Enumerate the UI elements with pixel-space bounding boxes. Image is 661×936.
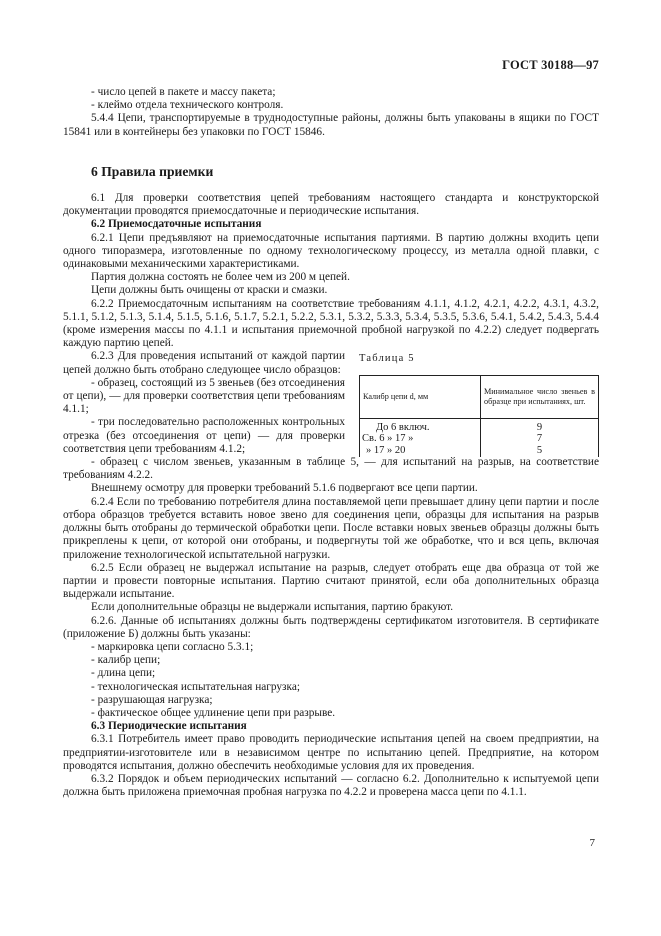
- list-item: - фактическое общее удлинение цепи при разрыве.: [91, 706, 336, 719]
- paragraph-6-2-4: 6.2.4 Если по требованию потребителя длина поставляемой цепи превышает длину цепи партии и после отбора образцов требуется вставить новое звено для соединения цепи, образцы для испытания на разрыв должны быть отобраны до термической обработки цепи. После вставки новых звеньев образцы должны быть прикреплены к цепи, от которой они отобраны, и подвергнуты той же обработке, что и вся цепь, включая приложение технологической испытательной нагрузки.: [63, 495, 599, 561]
- table-header-count: Минимальное число звеньев в образце при испытаниях, шт.: [481, 375, 599, 418]
- caliber-value: » 17 » 20: [366, 445, 406, 457]
- table-header-caliber: Калибр цепи d, мм: [360, 375, 481, 418]
- paragraph-6-3-1: 6.3.1 Потребитель имеет право проводить периодические испытания цепей на своем предприятии, на предприятии-изготовителе или в независимом центре по испытанию цепей. Предприятие, на котором проводятся испытания, должно обеспечить необходимые условия для их проведения.: [63, 733, 599, 772]
- table-caption: Таблица 5: [359, 353, 415, 365]
- table-row: [360, 433, 599, 445]
- table-cell-caliber: [360, 445, 481, 457]
- table-row: [360, 418, 599, 433]
- text-column: [63, 350, 345, 456]
- table-cell-count: 7: [481, 433, 599, 445]
- wrap-zone-6-2-3: [63, 350, 599, 456]
- paragraph-6-2-3: 6.2.3 Для проведения испытаний от каждой партии цепей должно быть отобрано следующее число образцов:: [63, 350, 345, 376]
- table-cell-count: 5: [481, 445, 599, 457]
- table-cell-caliber: [360, 433, 481, 445]
- list-item: - число цепей в пакете и массу пакета;: [91, 86, 276, 98]
- standard-header: ГОСТ 30188—97: [502, 58, 599, 72]
- paragraph-6-2-5-reject: Если дополнительные образцы не выдержали испытания, партию бракуют.: [91, 601, 454, 614]
- list-item: - разрушающая нагрузка;: [91, 693, 213, 706]
- list-item: - длина цепи;: [91, 667, 156, 680]
- paragraph-6-2-1-lot: Партия должна состоять не более чем из 200 м цепей.: [91, 271, 350, 284]
- paragraph-6-2-5: 6.2.5 Если образец не выдержал испытание на разрыв, следует отобрать еще два образца от той же партии и провести повторные испытания. Партию считают принятой, если оба дополнительных образца выдержали испытание.: [63, 561, 599, 601]
- table-row: [360, 445, 599, 457]
- paragraph-6-1: 6.1 Для проверки соответствия цепей требованиям настоящего стандарта и конструкторской документации проводятся приемосдаточные и периодические испытания.: [63, 192, 599, 218]
- paragraph-6-2-6: 6.2.6. Данные об испытаниях должны быть подтверждены сертификатом изготовителя. В сертификате (приложение Б) должны быть указаны:: [63, 614, 599, 640]
- table-cell-caliber: [360, 418, 481, 433]
- page-number: 7: [589, 837, 595, 849]
- caliber-value: До 6 включ.: [376, 421, 430, 433]
- paragraph-6-2-1: 6.2.1 Цепи предъявляют на приемосдаточные испытания партиями. В партию должны входить цепи одного типоразмера, изготовленные по одному технологическому процессу, из металла одной плавки, с одинаковыми механическими характеристиками.: [63, 231, 599, 271]
- document-body: [63, 86, 599, 799]
- subsection-heading-6-3: 6.3 Периодические испытания: [91, 720, 247, 733]
- table-header-row: [360, 375, 599, 418]
- paragraph-6-3-2: 6.3.2 Порядок и объем периодических испытаний — согласно 6.2. Дополнительно к испытуемой цепи должна быть приложена приемочная пробная нагрузка по 4.2.2 и проверена масса цепи по 4.1.1.: [63, 772, 599, 799]
- table-5-grid: [359, 375, 599, 457]
- subsection-heading-6-2: 6.2 Приемосдаточные испытания: [91, 218, 262, 231]
- table-5: [359, 350, 599, 457]
- paragraph-visual-inspection: Внешнему осмотру для проверки требований 5.1.6 подвергают все цепи партии.: [91, 482, 478, 495]
- paragraph-6-2-2: 6.2.2 Приемосдаточным испытаниям на соответствие требованиям 4.1.1, 4.1.2, 4.2.1, 4.2.2, 4.3.1, 4.3.2, 5.1.1, 5.1.2, 5.1.3, 5.1.4, 5.1.5, 5.1.6, 5.1.7, 5.2.1, 5.2.2, 5.3.1, 5.3.2, 5.3.3, 5.3.4, 5.3.5, 5.3.6, 5.4.1, 5.4.2, 5.4.3, 5.4.4 (кроме измерения массы по 4.1.1 и испытания приемочной пробной нагрузкой по 4.2.2) следует подвергать каждую партию цепей.: [63, 297, 599, 350]
- section-title: 6 Правила приемки: [91, 163, 214, 179]
- paragraph-5-4-4: 5.4.4 Цепи, транспортируемые в труднодоступные районы, должны быть упакованы в ящики по ГОСТ 15841 или в контейнеры без упаковки по ГОСТ 15846.: [63, 112, 599, 138]
- table-cell-count: 9: [481, 418, 599, 433]
- list-item: - образец с числом звеньев, указанным в таблице 5, — для испытаний на разрыв, на соответствие требованиям 4.2.2.: [63, 456, 599, 482]
- list-item: - клеймо отдела технического контроля.: [91, 99, 284, 112]
- paragraph-6-2-1-clean: Цепи должны быть очищены от краски и смазки.: [91, 284, 328, 297]
- list-item: - маркировка цепи согласно 5.3.1;: [91, 640, 254, 653]
- caliber-value: Св. 6 » 17 »: [362, 433, 414, 445]
- list-item: - калибр цепи;: [91, 654, 161, 667]
- list-item: - технологическая испытательная нагрузка;: [91, 680, 300, 693]
- list-item: - образец, состоящий из 5 звеньев (без отсоединения от цепи), — для проверки соответствия цепи требованиям 4.1.1;: [63, 376, 345, 416]
- list-item: - три последовательно расположенных контрольных отрезка (без отсоединения от цепи) — для проверки соответствия цепи требованиям 4.1.2;: [63, 416, 345, 455]
